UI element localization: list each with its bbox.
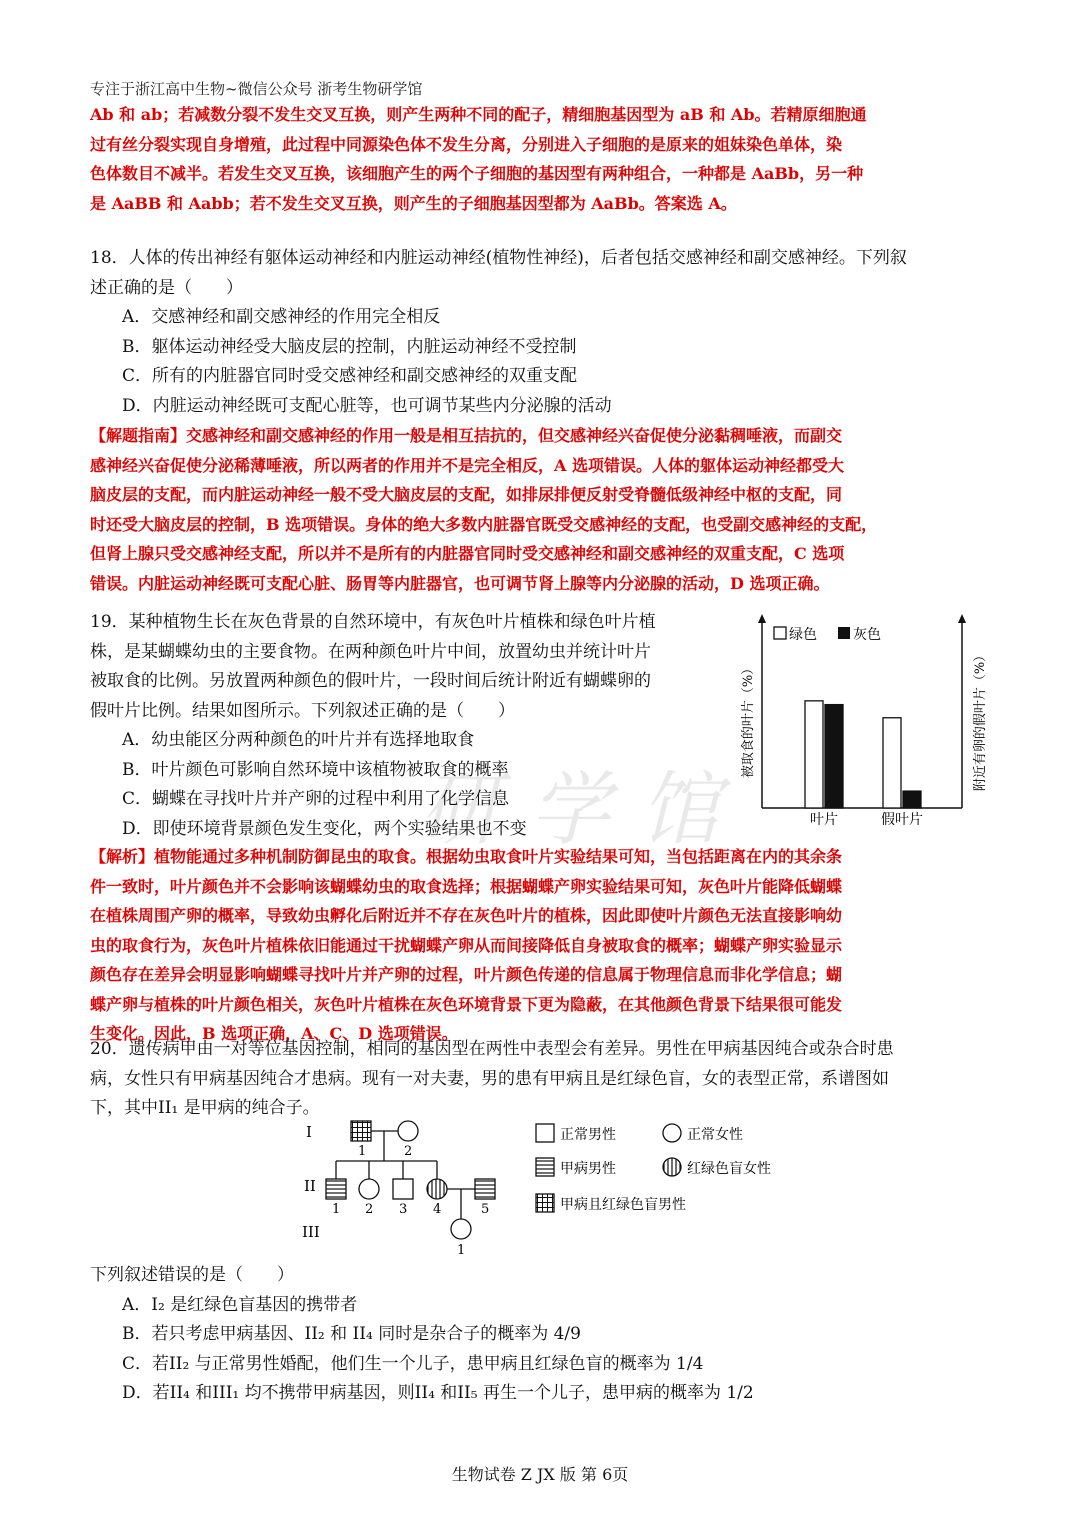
legend-label: 甲病男性 — [560, 1161, 616, 1177]
question-stem: 假叶片比例。结果如图所示。下列叙述正确的是（ ） — [90, 700, 515, 721]
question-stem: 述正确的是（ ） — [90, 277, 243, 298]
answer-line: 是 AaBB 和 Aabb；若不发生交叉互换，则产生的子细胞基因型都为 AaBb。答案选 A。 — [90, 193, 737, 213]
option-b: B．躯体运动神经受大脑皮层的控制，内脏运动神经不受控制 — [122, 336, 577, 357]
individual-number: 4 — [433, 1202, 442, 1217]
individual-number: 3 — [399, 1202, 408, 1217]
legend-colorblind-female-icon — [663, 1158, 681, 1176]
generation-label: II — [304, 1177, 316, 1195]
question-stem: 病，女性只有甲病基因纯合才患病。现有一对夫妻，男的患有甲病且是红绿色盲，女的表型正常，系谱图如 — [90, 1068, 889, 1089]
answer-line: 虫的取食行为，灰色叶片植株依旧能通过干扰蝴蝶产卵从而间接降低自身被取食的概率；蝴蝶产卵实验显示 — [90, 935, 843, 955]
question-stem: 被取食的比例。另放置两种颜色的假叶片，一段时间后统计附近有蝴蝶卵的 — [90, 671, 651, 691]
individual-I1 — [351, 1121, 371, 1141]
legend-swatch-gray — [838, 627, 850, 639]
y-axis-right-arrow — [958, 614, 966, 623]
generation-label: I — [306, 1123, 312, 1141]
option-c: C．若II₂ 与正常男性婚配，他们生一个儿子，患甲病且红绿色盲的概率为 1/4 — [122, 1353, 704, 1374]
option-d: D．即使环境背景颜色发生变化，两个实验结果也不变 — [122, 818, 527, 839]
y-axis-left-arrow — [758, 614, 766, 623]
option-b: B．若只考虑甲病基因、II₂ 和 II₄ 同时是杂合子的概率为 4/9 — [122, 1324, 581, 1344]
legend-label: 甲病且红绿色盲男性 — [560, 1197, 686, 1213]
bar-gray-fake-leaf — [903, 791, 921, 808]
answer-line: Ab 和 ab；若减数分裂不发生交叉互换，则产生两种不同的配子，精细胞基因型为 aB 和 Ab。若精原细胞通 — [90, 105, 867, 124]
page-footer: 生物试卷 Z JX 版 第 6页 — [451, 1465, 629, 1484]
answer-line: 蝶产卵与植株的叶片颜色相关，灰色叶片植株在灰色环境背景下更为隐蔽，在其他颜色背景下结果很可能发 — [90, 994, 843, 1014]
answer-line: 颜色存在差异会明显影响蝴蝶寻找叶片并产卵的过程，叶片颜色传递的信息属于物理信息而非化学信息；蝴 — [90, 965, 843, 984]
bar-chart — [730, 610, 1000, 840]
page-header: 专注于浙江高中生物~微信公众号 浙考生物研学馆 — [90, 80, 423, 98]
question-stem: 20．遗传病甲由一对等位基因控制，相同的基因型在两性中表型会有差异。男性在甲病基因纯合或杂合时患 — [90, 1039, 894, 1059]
individual-II5 — [475, 1179, 495, 1199]
option-c: C．所有的内脏器官同时受交感神经和副交感神经的双重支配 — [122, 366, 578, 386]
option-d: D．内脏运动神经既可支配心脏等，也可调节某些内分泌腺的活动 — [122, 395, 612, 416]
answer-line: 时还受大脑皮层的控制，B 选项错误。身体的绝大多数内脏器官既受交感神经的支配，也受副交感神经的支配， — [90, 514, 878, 534]
question-20 — [90, 1035, 1000, 1124]
answer-line: 件一致时，叶片颜色并不会影响该蝴蝶幼虫的取食选择；根据蝴蝶产卵实验结果可知，灰色叶片能降低蝴蝶 — [90, 876, 843, 896]
individual-III1 — [451, 1219, 471, 1239]
legend-label-gray: 灰色 — [853, 627, 881, 643]
individual-II4 — [427, 1179, 447, 1199]
individual-II1 — [326, 1179, 346, 1199]
x-tick-label: 叶片 — [810, 812, 838, 828]
individual-number: 2 — [365, 1202, 374, 1217]
watermark: 研学馆 — [420, 763, 750, 856]
answer-line: 但肾上腺只受交感神经支配，所以并不是所有的内脏器官同时受交感神经和副交感神经的双重支配，C 选项 — [90, 544, 845, 563]
answer-line: 错误。内脏运动神经既可支配心脏、肠胃等内脏器官，也可调节肾上腺等内分泌腺的活动，D 选项正确。 — [90, 573, 830, 593]
y-label-right: 附近有卵的假叶片（%） — [973, 648, 988, 792]
option-a: A．交感神经和副交感神经的作用完全相反 — [122, 307, 441, 327]
question-stem: 18．人体的传出神经有躯体运动神经和内脏运动神经(植物性神经)，后者包括交感神经和副交感神经。下列叙 — [90, 248, 907, 268]
generation-label: III — [302, 1223, 320, 1241]
legend-normal-male-icon — [536, 1124, 554, 1142]
legend-label: 正常男性 — [560, 1127, 616, 1143]
individual-number: 2 — [404, 1144, 413, 1159]
question-stem: 下，其中II₁ 是甲病的纯合子。 — [90, 1098, 320, 1118]
option-a: A．幼虫能区分两种颜色的叶片并有选择地取食 — [122, 730, 475, 750]
question-19 — [90, 608, 730, 844]
question-prompt: 下列叙述错误的是（ ） — [90, 1265, 294, 1285]
answer-line: 色体数目不减半。若发生交叉互换，该细胞产生的两个子细胞的基因型有两种组合，一种都是 AaBb，另一种 — [90, 164, 864, 183]
legend-disease-male-icon — [536, 1158, 554, 1176]
individual-number: 1 — [457, 1243, 466, 1258]
prev-answer-block — [90, 100, 1000, 218]
pedigree-chart — [290, 1115, 771, 1265]
individual-II3 — [393, 1179, 413, 1199]
legend-normal-female-icon — [663, 1124, 681, 1142]
answer-line: 【解题指南】交感神经和副交感神经的作用一般是相互拮抗的，但交感神经兴奋促使分泌黏稠唾液，而副交 — [90, 426, 843, 445]
question-20-options — [90, 1261, 1000, 1409]
option-d: D．若II₄ 和III₁ 均不携带甲病基因，则II₄ 和II₅ 再生一个儿子，患甲病的概率为 1/2 — [122, 1383, 754, 1403]
individual-II2 — [359, 1179, 379, 1199]
answer-line: 过有丝分裂实现自身增殖，此过程中同源染色体不发生分离，分别进入子细胞的是原来的姐妹染色单体，染 — [90, 134, 843, 154]
option-c: C．蝴蝶在寻找叶片并产卵的过程中利用了化学信息 — [122, 789, 510, 809]
bar-green-leaf — [805, 701, 823, 808]
answer-line: 生变化。因此，B 选项正确，A、C、D 选项错误。 — [90, 1024, 458, 1043]
legend-label: 红绿色盲女性 — [687, 1161, 771, 1177]
answer-line: 【解析】植物能通过多种机制防御昆虫的取食。根据幼虫取食叶片实验结果可知，当包括距离在内的其余条 — [90, 847, 843, 866]
question-stem: 19．某种植物生长在灰色背景的自然环境中，有灰色叶片植株和绿色叶片植 — [90, 612, 656, 632]
individual-number: 1 — [358, 1144, 367, 1159]
legend-label-green: 绿色 — [789, 627, 817, 643]
individual-number: 1 — [332, 1202, 341, 1217]
option-b: B．叶片颜色可影响自然环境中该植物被取食的概率 — [122, 759, 509, 780]
legend-label: 正常女性 — [687, 1127, 743, 1143]
answer-line: 在植株周围产卵的概率，导致幼虫孵化后附近并不存在灰色叶片的植株，因此即使叶片颜色无法直接影响幼 — [90, 906, 843, 925]
x-tick-label: 假叶片 — [881, 812, 923, 828]
individual-number: 5 — [481, 1202, 490, 1217]
answer-line: 感神经兴奋促使分泌稀薄唾液，所以两者的作用并不是完全相反，A 选项错误。人体的躯体运动神经都受大 — [90, 455, 844, 475]
answer-19 — [90, 842, 1000, 1049]
legend-disease-colorblind-male-icon — [536, 1194, 554, 1212]
question-18 — [90, 244, 1000, 598]
question-stem: 株，是某蝴蝶幼虫的主要食物。在两种颜色叶片中间，放置幼虫并统计叶片 — [90, 641, 651, 662]
answer-line: 脑皮层的支配，而内脏运动神经一般不受大脑皮层的支配，如排尿排便反射受脊髓低级神经中枢的支配，同 — [90, 485, 843, 504]
option-a: A．I₂ 是红绿色盲基因的携带者 — [122, 1294, 358, 1315]
individual-I2 — [398, 1121, 418, 1141]
legend-swatch-green — [774, 627, 786, 639]
y-label-left: 被取食的叶片（%） — [741, 661, 756, 779]
bar-gray-leaf — [825, 705, 843, 808]
bar-green-fake-leaf — [883, 718, 901, 808]
